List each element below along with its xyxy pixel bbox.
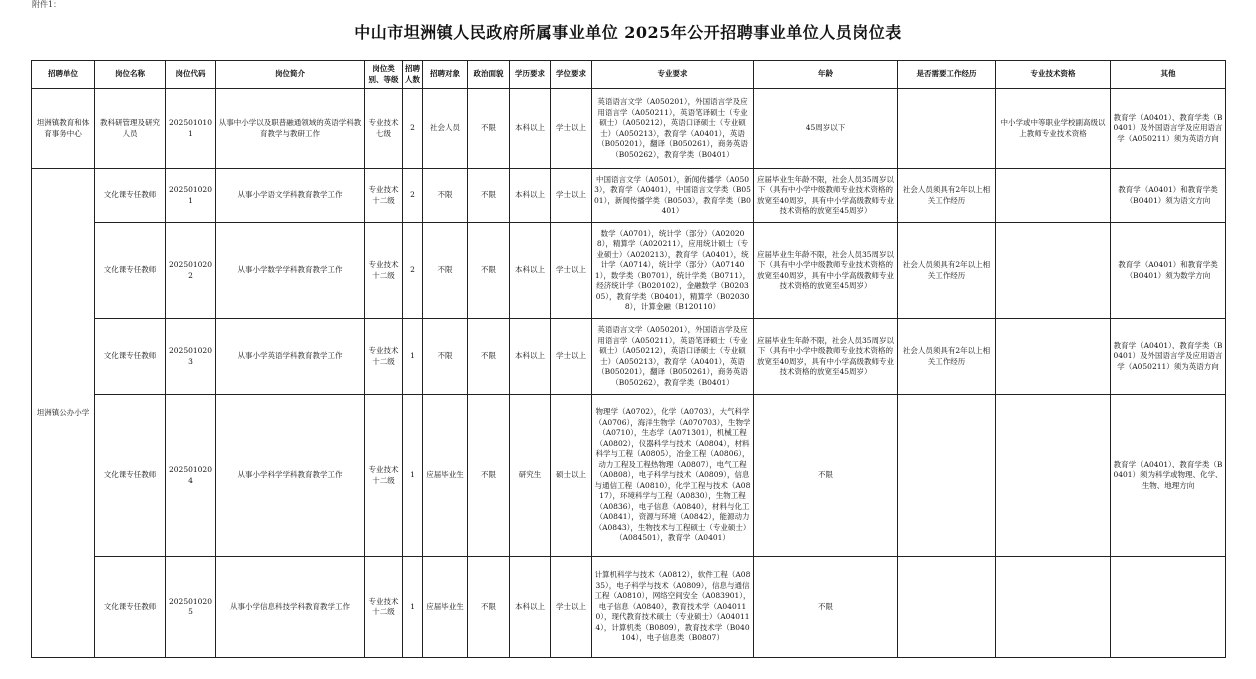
qualification-cell bbox=[996, 223, 1111, 319]
degree-cell: 学士以上 bbox=[551, 319, 592, 395]
qualification-cell bbox=[996, 169, 1111, 223]
major-cell: 数学（A0701），统计学（部分）（A020208），精算学（A020211），应用统计硕士（专业硕士）（A020213），教育学（A0401），统计学（A0714），统计学（部分）（A071401），数学类（B0701），统计学类（B0711），经济统计学（B020102），金融数学（B020305），教育学类（B0401），精算学（B020308），计算金融（B120110） bbox=[592, 223, 754, 319]
degree-cell: 硕士以上 bbox=[551, 395, 592, 557]
qualification-cell bbox=[996, 395, 1111, 557]
positions-table bbox=[31, 60, 1226, 658]
table-row bbox=[32, 169, 1226, 223]
category-cell: 专业技术十二级 bbox=[365, 395, 403, 557]
experience-cell: 社会人员须具有2年以上相关工作经历 bbox=[898, 319, 996, 395]
header-cell: 招聘单位 bbox=[32, 61, 95, 89]
table-row bbox=[32, 89, 1226, 169]
document-title: 中山市坦洲镇人民政府所属事业单位 2025年公开招聘事业单位人员岗位表 bbox=[354, 23, 902, 42]
other-cell: 教育学（A0401）、教育学类（B0401）及外国语言学及应用语言学（A050211）须为英语方向 bbox=[1111, 319, 1226, 395]
age-cell: 45周岁以下 bbox=[754, 89, 898, 169]
count-cell: 1 bbox=[403, 319, 423, 395]
count-cell: 1 bbox=[403, 557, 423, 658]
header-cell: 岗位代码 bbox=[166, 61, 216, 89]
table-row bbox=[32, 557, 1226, 658]
table-row bbox=[32, 223, 1226, 319]
education-cell: 本科以上 bbox=[510, 223, 551, 319]
major-cell: 英语语言文学（A050201），外国语言学及应用语言学（A050211），英语笔译硕士（专业硕士）（A050212），英语口译硕士（专业硕士）（A050213），教育学（A0401），英语（B050201），翻译（B050261），商务英语（B050262），教育学类（B0401） bbox=[592, 89, 754, 169]
post-code-cell: 2025010101 bbox=[166, 89, 216, 169]
age-cell: 应届毕业生年龄不限，社会人员35周岁以下（具有中小学中级教师专业技术资格的放宽至40周岁，具有中小学高级教师专业技术资格的放宽至45周岁） bbox=[754, 169, 898, 223]
header-cell: 学历要求 bbox=[510, 61, 551, 89]
intro-cell: 从事小学数学学科教育教学工作 bbox=[216, 223, 365, 319]
unit-cell: 坦洲镇公办小学 bbox=[32, 169, 95, 658]
target-cell: 不限 bbox=[423, 169, 468, 223]
intro-cell: 从事小学英语学科教育教学工作 bbox=[216, 319, 365, 395]
table-row bbox=[32, 395, 1226, 557]
category-cell: 专业技术十二级 bbox=[365, 557, 403, 658]
unit-cell: 坦洲镇教育和体育事务中心 bbox=[32, 89, 95, 169]
other-cell: 教育学（A0401）、教育学类（B0401）及外国语言学及应用语言学（A050211）须为英语方向 bbox=[1111, 89, 1226, 169]
header-cell: 政治面貌 bbox=[468, 61, 510, 89]
other-cell bbox=[1111, 557, 1226, 658]
count-cell: 2 bbox=[403, 89, 423, 169]
intro-cell: 从事小学科学学科教育教学工作 bbox=[216, 395, 365, 557]
major-cell: 计算机科学与技术（A0812），软件工程（A0835），电子科学与技术（A0809），信息与通信工程（A0810），网络空间安全（A083901），电子信息（A0840），教育技术学（A040110），现代教育技术硕士（专业硕士）（A040114），计算机类（B0809），教育技术学（B040104），电子信息类（B0807） bbox=[592, 557, 754, 658]
education-cell: 研究生 bbox=[510, 395, 551, 557]
post-name-cell: 文化课专任教师 bbox=[95, 557, 166, 658]
count-cell: 2 bbox=[403, 223, 423, 319]
intro-cell: 从事中小学以及职普融通领域的英语学科教育教学与教研工作 bbox=[216, 89, 365, 169]
header-cell: 专业要求 bbox=[592, 61, 754, 89]
intro-cell: 从事小学语文学科教育教学工作 bbox=[216, 169, 365, 223]
other-cell: 教育学（A0401）和教育学类（B0401）须为语文方向 bbox=[1111, 169, 1226, 223]
education-cell: 本科以上 bbox=[510, 169, 551, 223]
header-cell: 招聘对象 bbox=[423, 61, 468, 89]
political-cell: 不限 bbox=[468, 223, 510, 319]
header-cell: 是否需要工作经历 bbox=[898, 61, 996, 89]
political-cell: 不限 bbox=[468, 89, 510, 169]
qualification-cell bbox=[996, 319, 1111, 395]
political-cell: 不限 bbox=[468, 169, 510, 223]
annex-label: 附件1： bbox=[32, 0, 62, 9]
post-code-cell: 2025010203 bbox=[166, 319, 216, 395]
post-name-cell: 文化课专任教师 bbox=[95, 319, 166, 395]
qualification-cell: 中小学或中等职业学校副高级以上教师专业技术资格 bbox=[996, 89, 1111, 169]
education-cell: 本科以上 bbox=[510, 557, 551, 658]
post-code-cell: 2025010204 bbox=[166, 395, 216, 557]
header-cell: 专业技术资格 bbox=[996, 61, 1111, 89]
post-name-cell: 教科研管理及研究人员 bbox=[95, 89, 166, 169]
header-cell: 其他 bbox=[1111, 61, 1226, 89]
count-cell: 1 bbox=[403, 395, 423, 557]
political-cell: 不限 bbox=[468, 557, 510, 658]
political-cell: 不限 bbox=[468, 395, 510, 557]
table-row bbox=[32, 319, 1226, 395]
degree-cell: 学士以上 bbox=[551, 169, 592, 223]
target-cell: 应届毕业生 bbox=[423, 557, 468, 658]
major-cell: 中国语言文学（A0501），新闻传播学（A0503），教育学（A0401），中国语言文学类（B0501），新闻传播学类（B0503），教育学类（B0401） bbox=[592, 169, 754, 223]
header-cell: 年龄 bbox=[754, 61, 898, 89]
education-cell: 本科以上 bbox=[510, 319, 551, 395]
target-cell: 社会人员 bbox=[423, 89, 468, 169]
political-cell: 不限 bbox=[468, 319, 510, 395]
post-name-cell: 文化课专任教师 bbox=[95, 395, 166, 557]
age-cell: 应届毕业生年龄不限，社会人员35周岁以下（具有中小学中级教师专业技术资格的放宽至40周岁，具有中小学高级教师专业技术资格的放宽至45周岁） bbox=[754, 319, 898, 395]
age-cell: 应届毕业生年龄不限，社会人员35周岁以下（具有中小学中级教师专业技术资格的放宽至40周岁，具有中小学高级教师专业技术资格的放宽至45周岁） bbox=[754, 223, 898, 319]
category-cell: 专业技术七级 bbox=[365, 89, 403, 169]
education-cell: 本科以上 bbox=[510, 89, 551, 169]
other-cell: 教育学（A0401）、教育学类（B0401）须为科学或物理、化学、生物、地理方向 bbox=[1111, 395, 1226, 557]
category-cell: 专业技术十二级 bbox=[365, 319, 403, 395]
post-name-cell: 文化课专任教师 bbox=[95, 169, 166, 223]
category-cell: 专业技术十二级 bbox=[365, 223, 403, 319]
header-cell: 岗位类别、等级 bbox=[365, 61, 403, 89]
target-cell: 应届毕业生 bbox=[423, 395, 468, 557]
intro-cell: 从事小学信息科技学科教育教学工作 bbox=[216, 557, 365, 658]
count-cell: 2 bbox=[403, 169, 423, 223]
header-row bbox=[32, 61, 1226, 89]
age-cell: 不限 bbox=[754, 557, 898, 658]
header-cell: 岗位简介 bbox=[216, 61, 365, 89]
experience-cell bbox=[898, 395, 996, 557]
age-cell: 不限 bbox=[754, 395, 898, 557]
post-code-cell: 2025010202 bbox=[166, 223, 216, 319]
qualification-cell bbox=[996, 557, 1111, 658]
experience-cell bbox=[898, 89, 996, 169]
degree-cell: 学士以上 bbox=[551, 223, 592, 319]
target-cell: 不限 bbox=[423, 223, 468, 319]
post-code-cell: 2025010205 bbox=[166, 557, 216, 658]
header-cell: 岗位名称 bbox=[95, 61, 166, 89]
post-name-cell: 文化课专任教师 bbox=[95, 223, 166, 319]
degree-cell: 学士以上 bbox=[551, 89, 592, 169]
experience-cell bbox=[898, 557, 996, 658]
other-cell: 教育学（A0401）和教育学类（B0401）须为数学方向 bbox=[1111, 223, 1226, 319]
major-cell: 物理学（A0702），化学（A0703），大气科学（A0706），海洋生物学（A070703），生物学（A0710），生态学（A071301），机械工程（A0802），仪器科学与技术（A0804），材料科学与工程（A0805），冶金工程（A0806），动力工程及工程热物理（A0807），电气工程（A0808），电子科学与技术（A0809），信息与通信工程（A0810），化学工程与技术（A0817），环境科学与工程（A0830），生物工程（A0836），电子信息（A0840），材料与化工（A0841），资源与环境（A0842），能源动力（A0843），生物技术与工程硕士（专业硕士）（A084501），教育学（A0401） bbox=[592, 395, 754, 557]
header-cell: 招聘人数 bbox=[403, 61, 423, 89]
degree-cell: 学士以上 bbox=[551, 557, 592, 658]
target-cell: 不限 bbox=[423, 319, 468, 395]
category-cell: 专业技术十二级 bbox=[365, 169, 403, 223]
header-cell: 学位要求 bbox=[551, 61, 592, 89]
experience-cell: 社会人员须具有2年以上相关工作经历 bbox=[898, 223, 996, 319]
major-cell: 英语语言文学（A050201），外国语言学及应用语言学（A050211），英语笔译硕士（专业硕士）（A050212），英语口译硕士（专业硕士）（A050213），教育学（A0401），英语（B050201），翻译（B050261），商务英语（B050262），教育学类（B0401） bbox=[592, 319, 754, 395]
experience-cell: 社会人员须具有2年以上相关工作经历 bbox=[898, 169, 996, 223]
post-code-cell: 2025010201 bbox=[166, 169, 216, 223]
